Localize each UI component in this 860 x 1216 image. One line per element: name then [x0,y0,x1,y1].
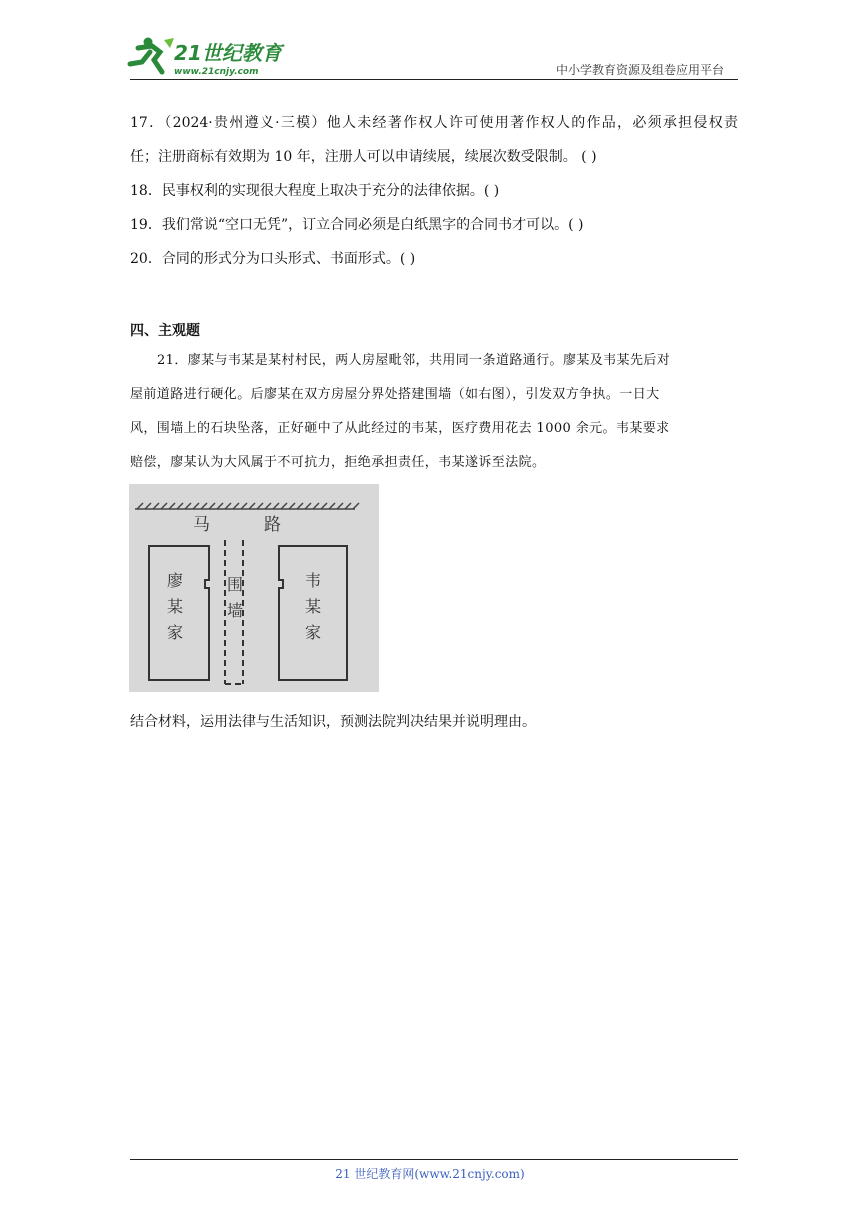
question-18: 18．民事权利的实现很大程度上取决于充分的法律依据。( ) [130,183,500,199]
header-divider [130,79,738,80]
question-21-line-4: 赔偿，廖某认为大风属于不可抗力，拒绝承担责任，韦某遂诉至法院。 [130,455,546,470]
question-21-line-3: 风，围墙上的石块坠落，正好砸中了从此经过的韦某，医疗费用花去 1000 余元。韦某要求 [130,421,670,436]
section-title: 四、主观题 [130,323,200,339]
platform-name: 中小学教育资源及组卷应用平台 [555,63,724,77]
site-diagram [129,484,379,692]
runner-icon [130,38,174,73]
footer-divider [130,1159,738,1160]
question-21-line-1: 21．廖某与韦某是某村村民，两人房屋毗邻，共用同一条道路通行。廖某及韦某先后对 [157,353,671,368]
task-prompt: 结合材料，运用法律与生活知识，预测法院判决结果并说明理由。 [130,714,536,730]
question-19: 19．我们常说“空口无凭”，订立合同必须是白纸黑字的合同书才可以。( ) [130,217,584,233]
left-house-char-2: 某 [167,597,184,616]
footer-link[interactable]: 21 世纪教育网(www.21cnjy.com) [335,1167,525,1181]
right-house-char-1: 韦 [305,571,322,590]
question-20: 20．合同的形式分为口头形式、书面形式。( ) [130,251,416,267]
logo-text: 21世纪教育 [174,41,282,65]
wall-char-2: 墙 [227,601,244,620]
question-17-line-1: 17．（2024·贵州遵义·三模）他人未经著作权人许可使用著作权人的作品，必须承担侵权责 [130,115,738,131]
road-label-char-2: 路 [264,515,281,535]
question-17-line-2: 任；注册商标有效期为 10 年，注册人可以申请续展，续展次数受限制。 ( ) [130,149,597,165]
right-house-char-2: 某 [305,597,322,616]
road-edge [135,503,359,509]
logo-url: www.21cnjy.com [174,67,259,77]
question-21-line-2: 屋前道路进行硬化。后廖某在双方房屋分界处搭建围墙（如右图），引发双方争执。一日大 [130,387,660,402]
road-label-char-1: 马 [193,515,210,535]
left-house-char-3: 家 [167,623,184,642]
right-house-char-3: 家 [305,623,322,642]
left-house-char-1: 廖 [167,571,184,590]
wall-char-1: 围 [227,575,244,594]
site-logo [124,34,294,78]
